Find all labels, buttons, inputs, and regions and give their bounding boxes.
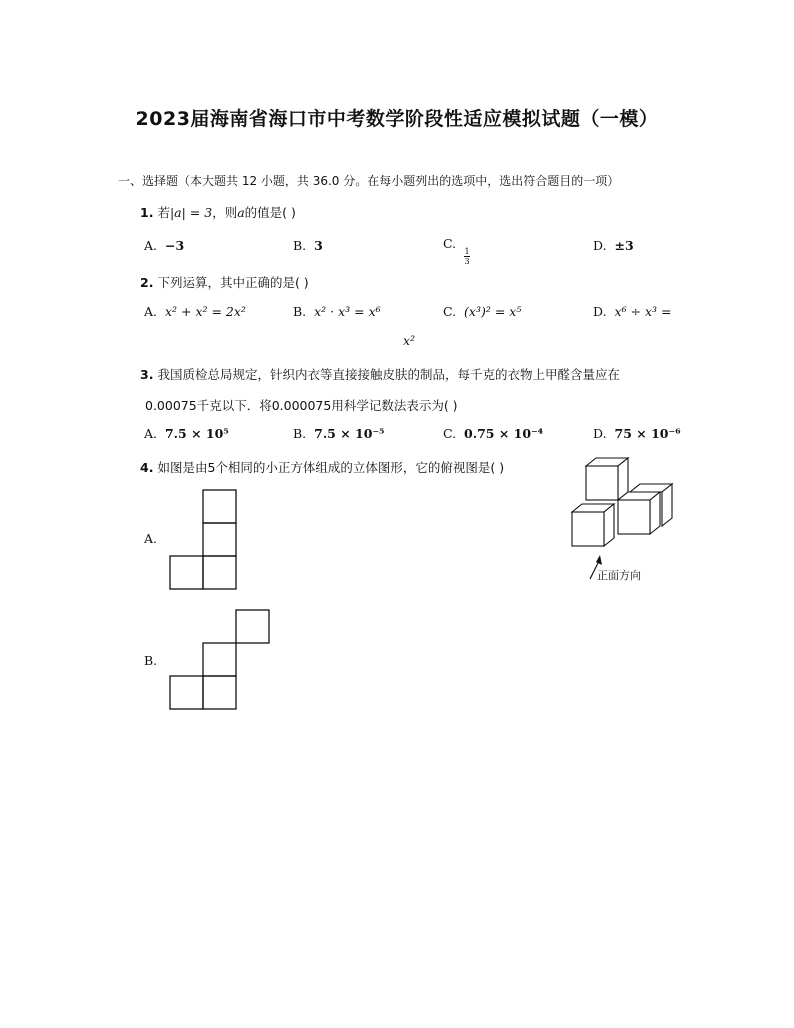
math-variable: a: [237, 205, 245, 220]
option-text: x² + x² = 2x²: [164, 304, 246, 319]
option-letter: C.: [443, 426, 457, 441]
option-letter: A.: [144, 304, 158, 319]
fraction-numerator: 1: [464, 247, 470, 256]
grid-square: [203, 490, 236, 523]
option-text: 75 × 10⁻⁶: [614, 426, 681, 441]
option-4b-diagram: [168, 609, 272, 713]
option-1c: [443, 236, 470, 266]
option-text: 0.75 × 10⁻⁴: [464, 426, 544, 441]
option-text: −3: [164, 238, 185, 253]
question-stem: 若: [157, 205, 170, 220]
grid-square: [236, 610, 269, 643]
cube-side-face: [662, 484, 672, 526]
grid-square: [203, 643, 236, 676]
grid-square: [203, 523, 236, 556]
option-letter: B.: [293, 304, 307, 319]
grid-square: [203, 676, 236, 709]
option-letter: D.: [593, 238, 607, 253]
arrow-head-icon: [596, 555, 602, 565]
cube-figure: [560, 455, 680, 585]
cube-front-face: [618, 500, 650, 534]
question-1: [140, 203, 296, 221]
option-letter: C.: [443, 304, 457, 319]
option-letter: D.: [593, 426, 607, 441]
option-text: 7.5 × 10⁵: [164, 426, 229, 441]
option-3b: [293, 426, 385, 441]
grid-square: [170, 556, 203, 589]
question-stem: 的值是( ): [244, 205, 296, 220]
option-2d-continued: x²: [403, 333, 416, 348]
option-3a: [144, 426, 229, 441]
section-heading: 一、选择题（本大题共 12 小题，共 36.0 分。在每小题列出的选项中，选出符合题目的一项）: [118, 174, 620, 188]
option-2d: [593, 304, 672, 319]
page-title: 2023届海南省海口市中考数学阶段性适应模拟试题（一模）: [135, 108, 659, 130]
option-1b: [293, 238, 323, 253]
grid-square: [170, 676, 203, 709]
question-stem: 如图是由5个相同的小正方体组成的立体图形，它的俯视图是( ): [157, 460, 505, 475]
option-letter: B.: [293, 238, 307, 253]
option-2b: [293, 304, 381, 319]
question-2: [140, 273, 309, 291]
question-number: 3.: [140, 367, 154, 382]
option-letter: A.: [144, 426, 158, 441]
cube-front-face: [572, 512, 604, 546]
option-2c: [443, 304, 521, 319]
math-expression: |a| = 3: [169, 205, 213, 220]
option-letter: A.: [144, 531, 158, 546]
question-stem: 下列运算，其中正确的是( ): [157, 275, 309, 290]
option-1d: [593, 238, 634, 253]
option-4b: [144, 653, 157, 668]
figure-caption: 正面方向: [597, 569, 641, 582]
fraction: [464, 247, 470, 266]
option-3d: [593, 426, 681, 441]
cube-side-face: [650, 492, 660, 534]
option-letter: C.: [443, 236, 457, 251]
option-1a: [144, 238, 184, 253]
cube-front-face: [586, 466, 618, 500]
option-letter: D.: [593, 304, 607, 319]
question-stem: ，则: [212, 205, 238, 220]
option-text: (x³)² = x⁵: [464, 304, 522, 319]
question-number: 1.: [140, 205, 154, 220]
option-2a: [144, 304, 246, 319]
option-4a: [144, 531, 157, 546]
question-stem: 我国质检总局规定，针织内衣等直接接触皮肤的制品，每千克的衣物上甲醛含量应在: [157, 367, 620, 382]
question-number: 4.: [140, 460, 154, 475]
fraction-denominator: 3: [464, 257, 470, 266]
option-letter: B.: [144, 653, 158, 668]
option-text: x⁶ ÷ x³ =: [614, 304, 672, 319]
option-3c: [443, 426, 543, 441]
grid-square: [203, 556, 236, 589]
option-text: x² · x³ = x⁶: [314, 304, 381, 319]
question-3-line2: 0.00075千克以下．将0.000075用科学记数法表示为( ): [145, 398, 458, 413]
question-3: [140, 365, 620, 383]
option-text: 7.5 × 10⁻⁵: [314, 426, 385, 441]
question-4: [140, 458, 504, 476]
option-4a-diagram: [168, 489, 238, 593]
option-letter: B.: [293, 426, 307, 441]
question-number: 2.: [140, 275, 154, 290]
option-text: ±3: [614, 238, 634, 253]
cube-side-face: [604, 504, 614, 546]
option-letter: A.: [144, 238, 158, 253]
option-text: 3: [314, 238, 323, 253]
